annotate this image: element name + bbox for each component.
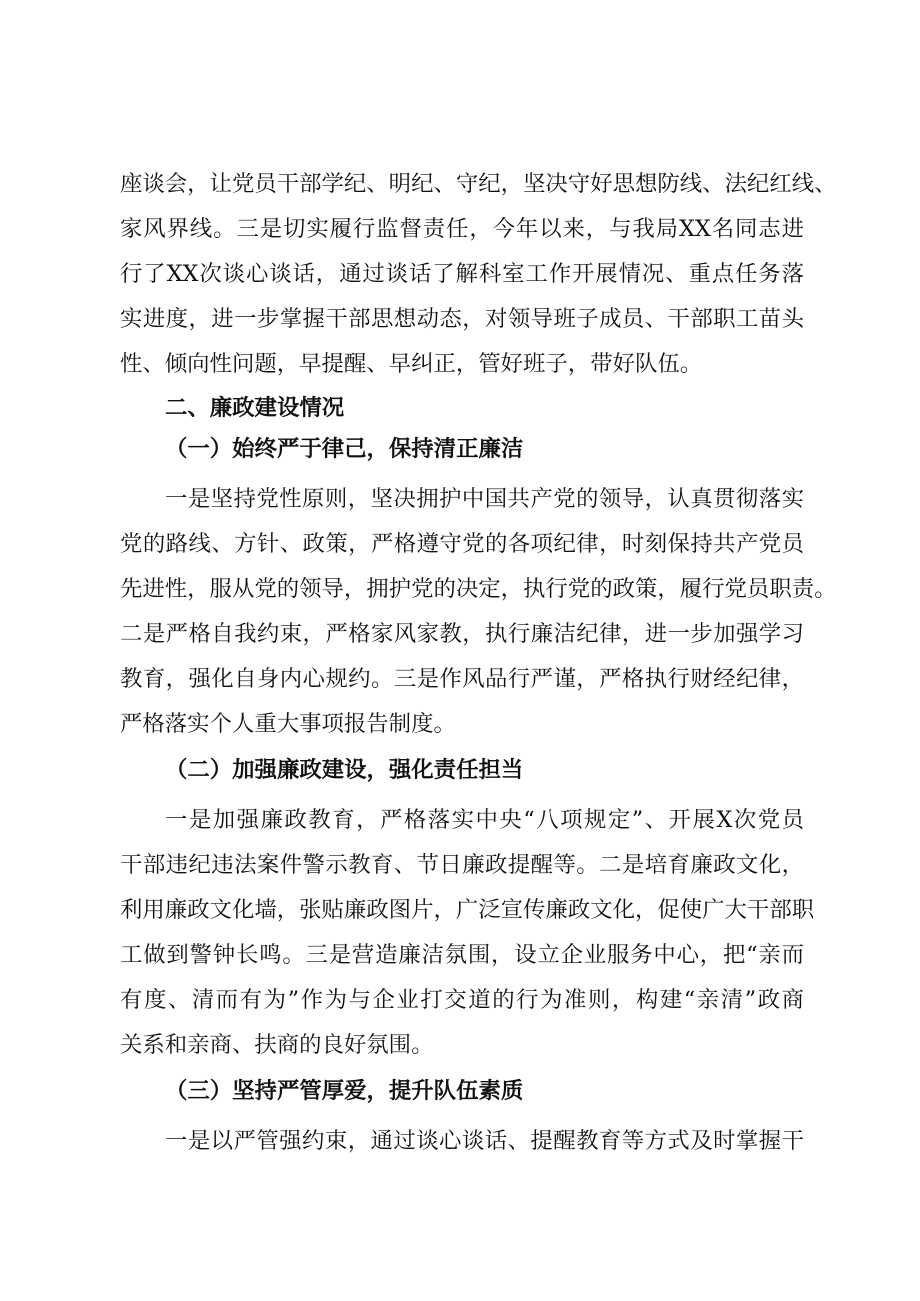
paragraph-line: 关系和亲商、扶商的良好氛围。 [120, 1032, 434, 1058]
paragraph-line: 干部违纪违法案件警示教育、节日廉政提醒等。二是培育廉政文化， [120, 852, 804, 878]
paragraph-line: 一是以严管强约束，通过谈心谈话、提醒教育等方式及时掌握干 [165, 1128, 804, 1154]
paragraph-line: 行了XX次谈心谈话，通过谈话了解科室工作开展情况、重点任务落 [120, 261, 804, 287]
paragraph-line: 先进性，服从党的领导，拥护党的决定，执行党的政策，履行党员职责。 [120, 576, 837, 602]
paragraph-line: 工做到警钟长鸣。三是营造廉洁氛围，设立企业服务中心，把“亲而 [120, 942, 804, 968]
paragraph-line: 严格落实个人重大事项报告制度。 [120, 711, 456, 737]
paragraph-line: 二是严格自我约束，严格家风家教，执行廉洁纪律，进一步加强学习 [120, 621, 804, 647]
subsection-heading: （二）加强廉政建设，强化责任担当 [165, 757, 524, 783]
paragraph-line: 一是坚持党性原则，坚决拥护中国共产党的领导，认真贯彻落实 [165, 486, 804, 512]
subsection-heading: （一）始终严于律己，保持清正廉洁 [165, 436, 524, 462]
paragraph-line: 教育，强化自身内心规约。三是作风品行严谨，严格执行财经纪律， [120, 666, 804, 692]
paragraph-line: 性、倾向性问题，早提醒、早纠正，管好班子，带好队伍。 [120, 351, 703, 377]
subsection-heading: （三）坚持严管厚爱，提升队伍素质 [165, 1078, 524, 1104]
paragraph-line: 有度、清而有为”作为与企业打交道的行为准则，构建“亲清”政商 [120, 987, 804, 1013]
paragraph-line: 家风界线。三是切实履行监督责任，今年以来，与我局XX名同志进 [120, 216, 804, 242]
paragraph-line: 实进度，进一步掌握干部思想动态，对领导班子成员、干部职工苗头 [120, 306, 804, 332]
paragraph-line: 党的路线、方针、政策，严格遵守党的各项纪律，时刻保持共产党员 [120, 531, 804, 557]
paragraph-line: 一是加强廉政教育，严格落实中央“八项规定”、开展X次党员 [165, 807, 804, 833]
section-heading: 二、廉政建设情况 [165, 395, 345, 421]
paragraph-line: 座谈会，让党员干部学纪、明纪、守纪，坚决守好思想防线、法纪红线、 [120, 171, 837, 197]
paragraph-line: 利用廉政文化墙，张贴廉政图片，广泛宣传廉政文化，促使广大干部职 [120, 897, 815, 923]
